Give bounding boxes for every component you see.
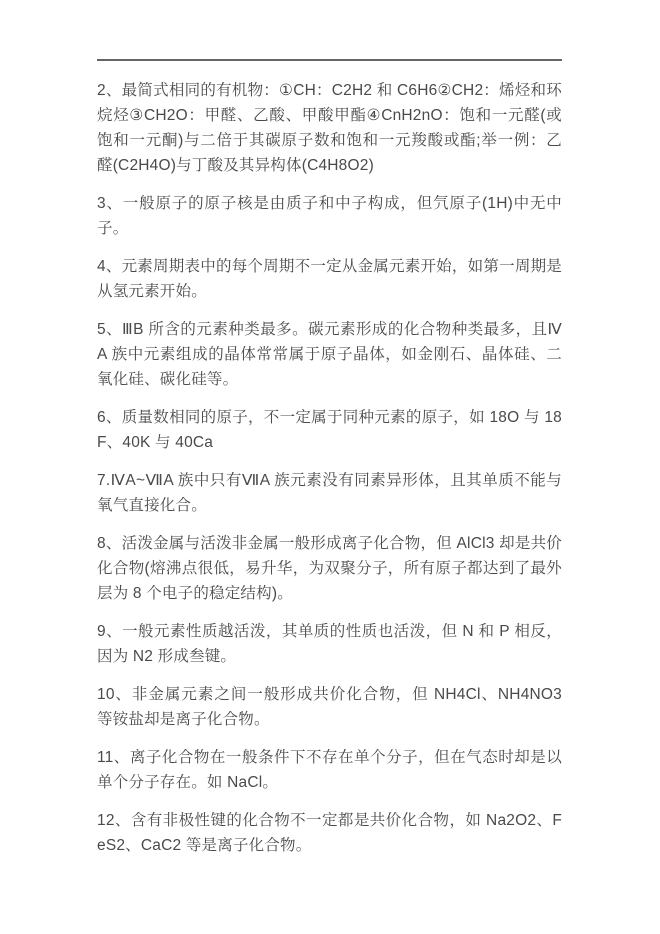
section-divider-line <box>97 59 562 61</box>
note-paragraph-10: 10、非金属元素之间一般形成共价化合物，但 NH4Cl、NH4NO3 等铵盐却是离子化合物。 <box>97 686 562 728</box>
note-paragraph-9: 9、一般元素性质越活泼，其单质的性质也活泼，但 N 和 P 相反，因为 N2 形成叁键。 <box>97 623 562 665</box>
note-paragraph-4: 4、元素周期表中的每个周期不一定从金属元素开始，如第一周期是从氢元素开始。 <box>97 258 562 300</box>
note-paragraph-3: 3、一般原子的原子核是由质子和中子构成，但氕原子(1H)中无中子。 <box>97 195 562 237</box>
note-paragraph-11: 11、离子化合物在一般条件下不存在单个分子，但在气态时却是以单个分子存在。如 NaCl。 <box>97 749 562 791</box>
note-paragraph-2: 2、最简式相同的有机物：①CH：C2H2 和 C6H6②CH2：烯烃和环烷烃③CH2O：甲醛、乙酸、甲酸甲酯④CnH2nO：饱和一元醛(或饱和一元酮)与二倍于其碳原子数和饱和一元羧酸或酯;举一例：乙醛(C2H4O)与丁酸及其异构体(C4H8O2) <box>97 82 562 174</box>
note-paragraph-7: 7.ⅣA~ⅦA 族中只有ⅦA 族元素没有同素异形体，且其单质不能与氧气直接化合。 <box>97 472 562 514</box>
chemistry-notes-content <box>97 78 562 858</box>
note-paragraph-12: 12、含有非极性键的化合物不一定都是共价化合物，如 Na2O2、FeS2、CaC2 等是离子化合物。 <box>97 812 562 854</box>
note-paragraph-6: 6、质量数相同的原子，不一定属于同种元素的原子，如 18O 与 18F、40K 与 40Ca <box>97 409 562 451</box>
note-paragraph-5: 5、ⅢB 所含的元素种类最多。碳元素形成的化合物种类最多，且ⅣA 族中元素组成的晶体常常属于原子晶体，如金刚石、晶体硅、二氧化硅、碳化硅等。 <box>97 321 562 388</box>
note-paragraph-8: 8、活泼金属与活泼非金属一般形成离子化合物，但 AlCl3 却是共价化合物(熔沸点很低，易升华，为双聚分子，所有原子都达到了最外层为 8 个电子的稳定结构)。 <box>97 535 562 602</box>
